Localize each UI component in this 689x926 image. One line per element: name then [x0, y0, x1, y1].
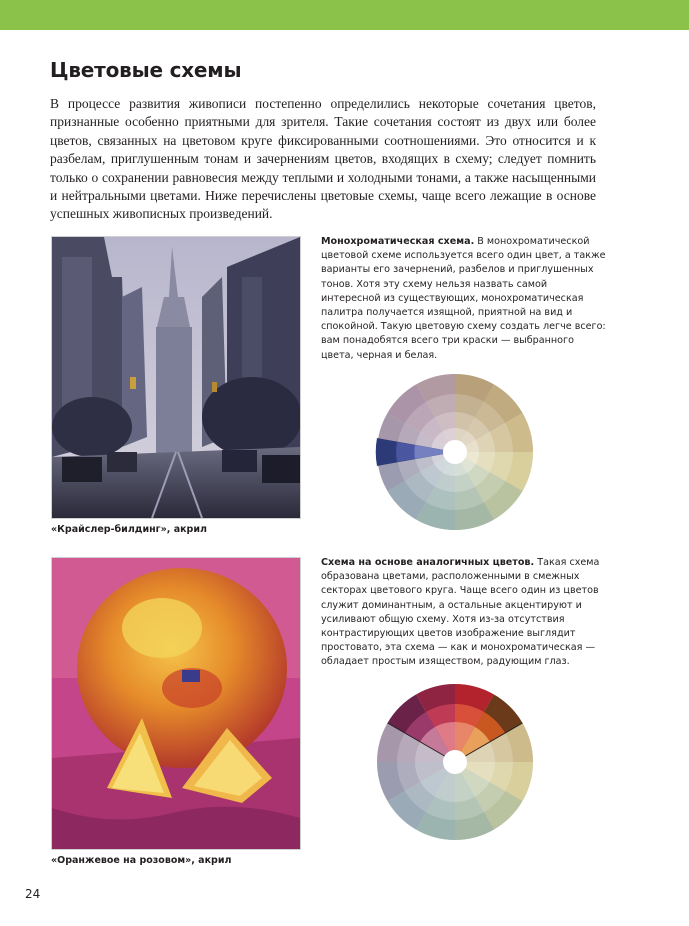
scheme-heading: Схема на основе аналогичных цветов. — [321, 557, 535, 568]
chrysler-building-painting — [51, 236, 301, 519]
orange-on-pink-painting — [51, 557, 301, 850]
page-number: 24 — [25, 887, 41, 901]
painting-caption: «Крайслер-билдинг», акрил — [51, 524, 207, 535]
page-title: Цветовые схемы — [50, 58, 242, 82]
top-color-bar — [0, 0, 689, 30]
scheme-body: В монохроматической цветовой схеме используется всего один цвет, а также варианты его зачернений, разбелов и приглушенных тонов. Хотя эту схему нельзя назвать самой интересной из существующих, монохроматическая палитра получается изящной, приятной на вид и спокойной. Такую цветовую схему создать легче всего: вам понадобятся всего три краски — выбранного цвета, черная и белая. — [321, 236, 606, 361]
color-wheel-analogous — [375, 682, 535, 842]
painting-caption: «Оранжевое на розовом», акрил — [51, 855, 232, 866]
analogous-description — [321, 556, 607, 670]
intro-paragraph: В процессе развития живописи постепенно определились некоторые сочетания цветов, признанные особенно приятными для зрителя. Такие сочетания состоят из двух или более цветов, связанных на цветовом круге фиксированными соотношениями. Это относится и к разбелам, приглушенным тонам и зачернениям цветов, входящих в схему; следует помнить только о сохранении равновесия между теплыми и холодными тонами, а также насыщенными и нейтральными цветами. Ниже перечислены цветовые схемы, чаще всего лежащие в основе успешных живописных произведений. — [50, 96, 596, 222]
color-wheel-monochromatic — [375, 372, 535, 532]
scheme-body: Такая схема образована цветами, расположенными в смежных секторах цветового круга. Чаще всего один из цветов служит доминантным, а остальные акцентируют и усиливают общую схему. Хотя из-за отсутствия контрастирующих цветов изображение выглядит простовато, эта схема — как и монохроматическая — обладает простым изяществом, радующим глаз. — [321, 557, 600, 668]
scheme-heading: Монохроматическая схема. — [321, 236, 475, 247]
monochromatic-description — [321, 235, 607, 363]
